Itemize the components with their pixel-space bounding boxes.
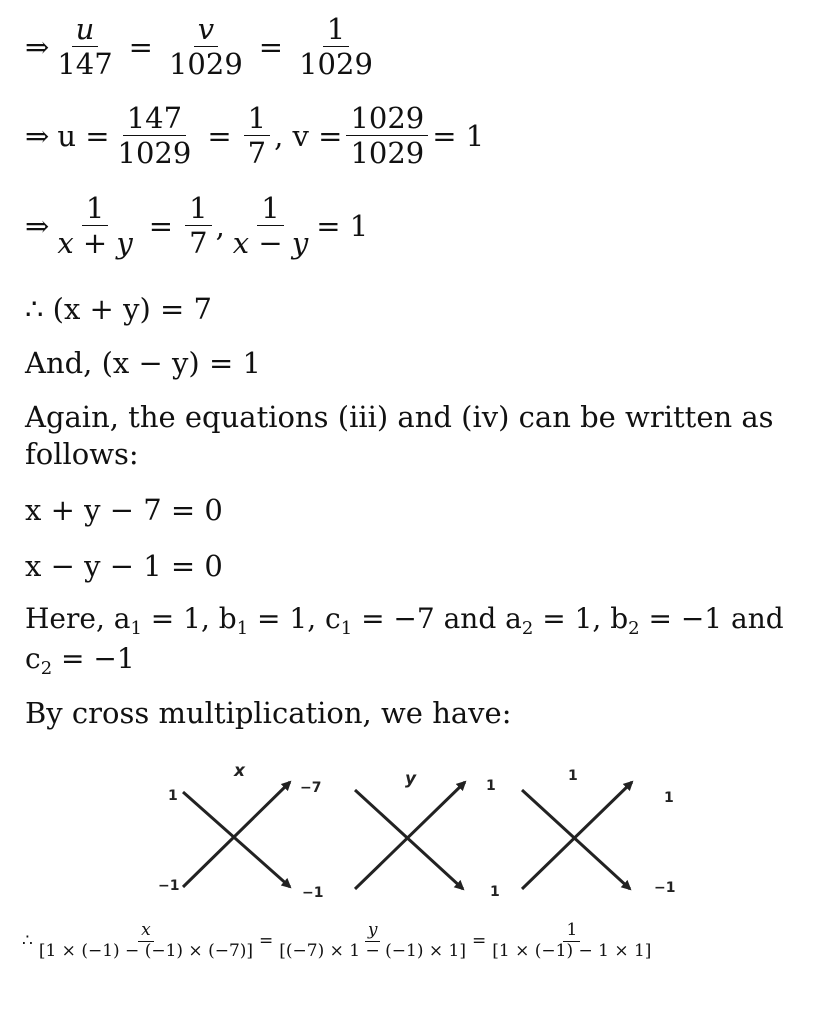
coefficients-line-2: $c_2 = -1$ — [25, 642, 135, 679]
equals-one: = 1 — [432, 118, 485, 153]
numerator: 1 — [82, 193, 108, 226]
v-equals: , v = — [274, 118, 343, 153]
paragraph-follows: follows: — [25, 437, 139, 471]
numerator: u — [72, 14, 99, 47]
numerator: 1 — [257, 193, 283, 226]
numerator: 1029 — [346, 103, 428, 136]
and-x-minus-y: And, (x − y) = 1 — [25, 346, 261, 380]
fraction-1-1029 — [295, 14, 377, 80]
denominator: x − y — [232, 226, 309, 261]
denominator: [1 × (−1) − 1 × 1] — [492, 940, 652, 961]
denominator: 7 — [247, 136, 267, 171]
equation-iv: x − y − 1 = 0 — [25, 549, 223, 583]
fraction-v-1029 — [165, 14, 247, 80]
fraction-x — [36, 922, 256, 961]
label-1: 1 — [486, 778, 496, 794]
fraction-u-147 — [53, 14, 116, 80]
fraction-1-7 — [244, 103, 270, 169]
numerator: 1 — [323, 14, 349, 47]
denominator: 7 — [189, 226, 208, 261]
equation-line-1: ⇒ $\frac{u}{147}$ = $\frac{v}{1029}$ = $\frac{1}{1029}$ — [25, 14, 381, 80]
implies-symbol: ⇒ — [25, 29, 50, 64]
fraction-1-xplusy — [53, 193, 136, 259]
implies-symbol: ⇒ — [25, 118, 50, 153]
numerator: v — [194, 14, 218, 47]
label-1: 1 — [168, 788, 178, 804]
label-1: 1 — [490, 884, 500, 900]
label-minus-1: −1 — [158, 878, 180, 894]
denominator: 1029 — [117, 136, 192, 171]
denominator: 1029 — [299, 47, 373, 82]
cross-2 — [355, 769, 500, 900]
cross-1 — [158, 761, 323, 901]
denominator: 147 — [57, 47, 113, 82]
denominator: [1 × (−1) − (−1) × (−7)] — [38, 940, 254, 961]
numerator: y — [365, 922, 381, 942]
fraction-y — [276, 922, 469, 961]
fraction-1-xminusy — [229, 193, 312, 259]
therefore-x-plus-y: ∴ (x + y) = 7 — [25, 292, 212, 326]
arrow-up — [522, 782, 632, 889]
numerator: 1 — [244, 103, 270, 136]
denominator: 1029 — [350, 136, 425, 171]
fraction-1-7 — [185, 193, 211, 259]
denominator: 1029 — [168, 47, 243, 82]
cross-multiplication-diagram — [0, 752, 836, 922]
therefore-symbol: ∴ — [22, 931, 33, 952]
final-cross-multiplication-equation: ∴ $\frac{x}{[1 \times (-1) - (-1) \times (-7)]}$ = $\frac{y}{[(-7) \times 1 - (-1) \times 1]}$ = $\frac{1}{[1 \times (-1) - 1 \times 1]}$ — [22, 922, 657, 961]
denominator: x + y — [57, 226, 133, 261]
y-label: y — [405, 769, 417, 789]
cross-multiplication-heading: By cross multiplication, we have: — [25, 696, 512, 730]
label-1: 1 — [664, 790, 674, 806]
u-equals: u = — [57, 118, 110, 153]
numerator: 147 — [123, 103, 186, 136]
fraction-147-1029 — [114, 103, 196, 169]
arrow-up — [355, 782, 465, 889]
equation-line-3: ⇒ $\frac{1}{x + y}$ = $\frac{1}{7}$ , $\frac{1}{x - y}$ = 1 — [25, 191, 369, 261]
equation-iii: x + y − 7 = 0 — [25, 493, 223, 527]
fraction-1 — [489, 922, 654, 961]
label-1: 1 — [568, 768, 578, 784]
numerator: x — [138, 922, 154, 942]
denominator: [(−7) × 1 − (−1) × 1] — [279, 940, 466, 961]
implies-symbol: ⇒ — [25, 208, 50, 243]
x-label: x — [234, 761, 245, 781]
paragraph-again: Again, the equations (iii) and (iv) can be written as — [25, 400, 774, 434]
equation-line-2: ⇒ u = $\frac{147}{1029}$ = $\frac{1}{7}$ , v = $\frac{1029}{1029}$ = 1 — [25, 101, 485, 171]
numerator: 1 — [185, 193, 211, 226]
label-minus-1: −1 — [654, 880, 676, 896]
fraction-1029-1029 — [346, 103, 428, 169]
label-minus-7: −7 — [300, 780, 322, 796]
equals-one: = 1 — [316, 208, 369, 243]
label-minus-1: −1 — [302, 885, 324, 901]
numerator: 1 — [563, 922, 580, 942]
cross-3 — [522, 768, 675, 896]
coefficients-line: Here, $a_1 = 1$, $b_1 = 1$, $c_1 = -7$ and $a_2 = 1$, $b_2 = -1$ and — [25, 602, 784, 639]
